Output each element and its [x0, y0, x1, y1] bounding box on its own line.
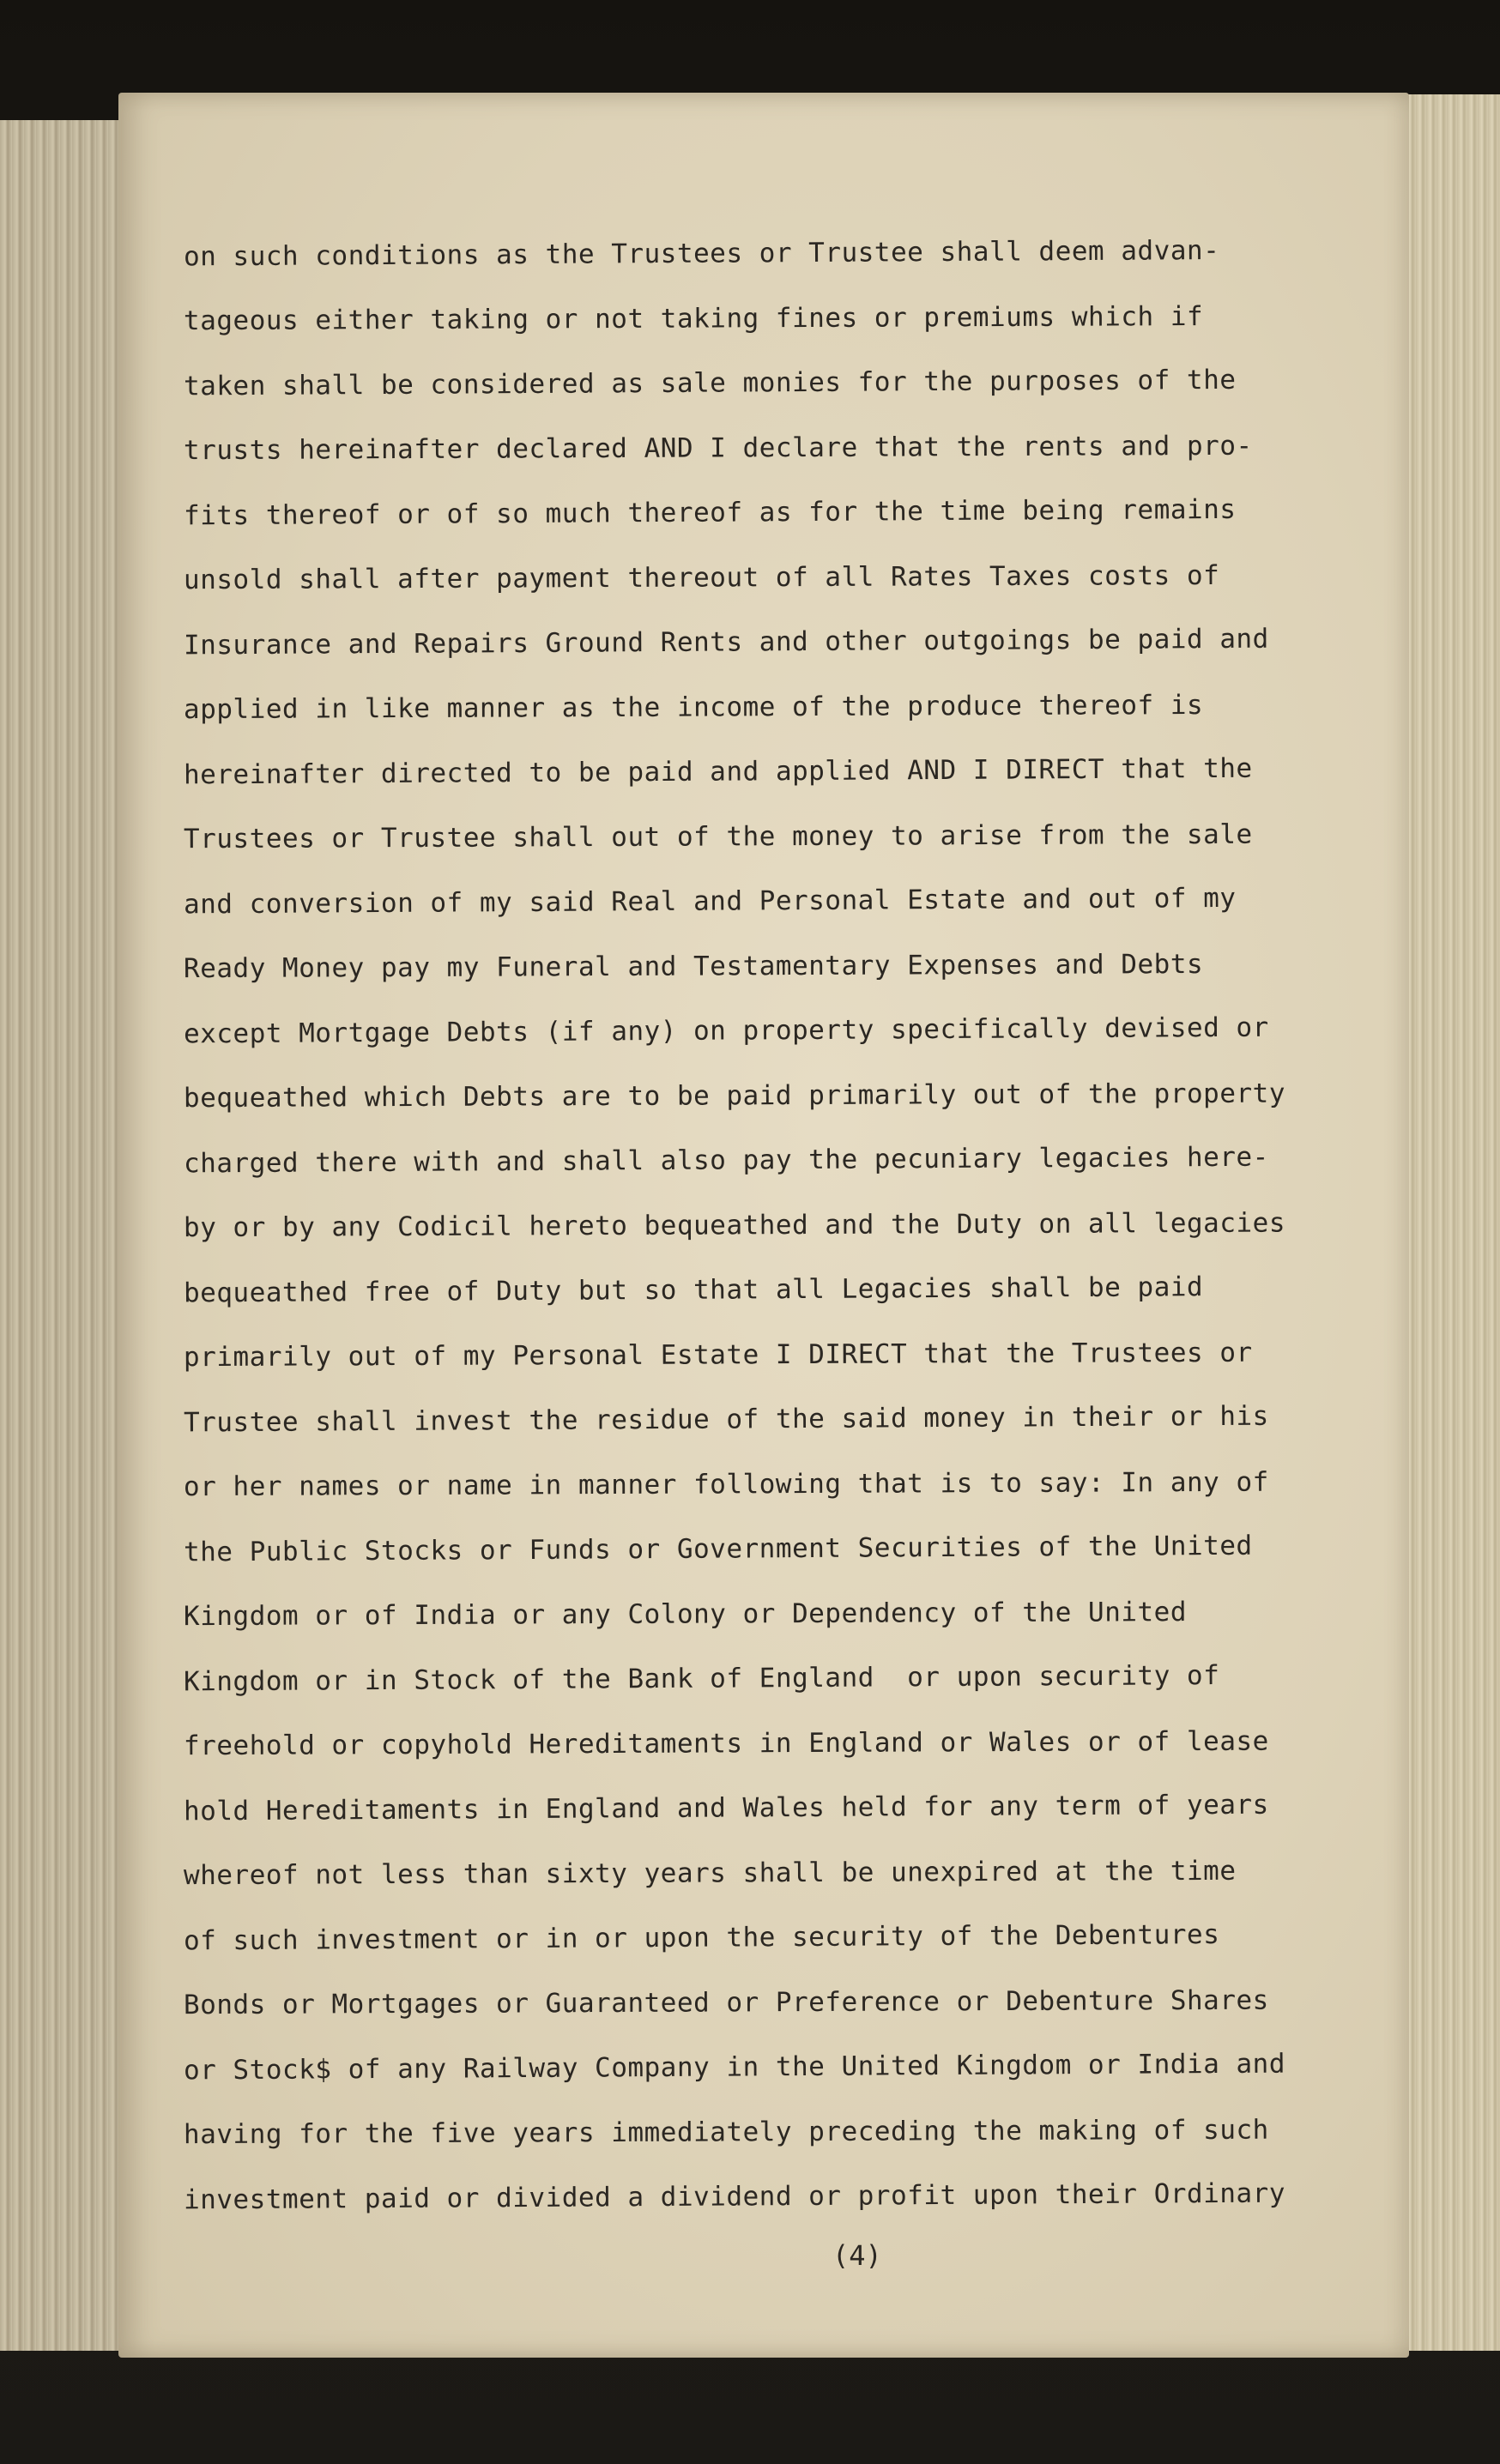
left-page-stack: [0, 120, 131, 2351]
text-line: except Mortgage Debts (if any) on property specifically devised or: [183, 1012, 1269, 1050]
text-line: Trustees or Trustee shall out of the money to arise from the sale: [183, 818, 1253, 855]
text-line: hereinafter directed to be paid and applied AND I DIRECT that the: [183, 752, 1253, 791]
text-line: and conversion of my said Real and Personal Estate and out of my: [183, 882, 1237, 921]
page-body-text: [184, 221, 1428, 2230]
text-line: or Stock$ of any Railway Company in the United Kingdom or India and: [183, 2048, 1286, 2087]
text-line: bequeathed free of Duty but so that all Legacies shall be paid: [183, 1271, 1204, 1309]
text-line: Trustee shall invest the residue of the said money in their or his: [183, 1400, 1269, 1439]
text-line: trusts hereinafter declared AND I declare that the rents and pro-: [183, 430, 1253, 466]
text-line: investment paid or divided a dividend or profit upon their Ordinary: [183, 2177, 1286, 2216]
text-line: whereof not less than sixty years shall be unexpired at the time: [183, 1855, 1237, 1891]
text-line: or her names or name in manner following that is to say: In any of: [183, 1466, 1269, 1502]
text-line: charged there with and shall also pay the pecuniary legacies here-: [183, 1141, 1269, 1180]
text-line: primarily out of my Personal Estate I DIRECT that the Trustees or: [183, 1337, 1253, 1373]
text-line: by or by any Codicil hereto bequeathed and the Duty on all legacies: [183, 1207, 1286, 1243]
text-line: Kingdom or in Stock of the Bank of England or upon security of: [183, 1660, 1220, 1698]
text-line: Ready Money pay my Funeral and Testamentary Expenses and Debts: [183, 948, 1204, 984]
text-line: unsold shall after payment thereout of all Rates Taxes costs of: [183, 559, 1220, 595]
text-line: applied in like manner as the income of the produce thereof is: [183, 689, 1204, 725]
text-line: having for the five years immediately preceding the making of such: [183, 2114, 1269, 2150]
text-line: of such investment or in or upon the security of the Debentures: [183, 1919, 1220, 1957]
page-number: (4): [832, 2239, 882, 2272]
text-line: freehold or copyhold Hereditaments in England or Wales or of lease: [183, 1725, 1269, 1761]
text-line: Kingdom or of India or any Colony or Dependency of the United: [183, 1596, 1188, 1632]
text-line: Bonds or Mortgages or Guaranteed or Preference or Debenture Shares: [183, 1984, 1269, 2020]
text-line: taken shall be considered as sale monies for the purposes of the: [183, 364, 1237, 402]
text-line: on such conditions as the Trustees or Trustee shall deem advan-: [183, 235, 1220, 273]
text-line: Insurance and Repairs Ground Rents and other outgoings be paid and: [183, 623, 1269, 661]
text-line: fits thereof or of so much thereof as for the time being remains: [183, 493, 1237, 532]
text-line: bequeathed which Debts are to be paid primarily out of the property: [183, 1078, 1286, 1114]
text-line: the Public Stocks or Funds or Government Securities of the United: [183, 1530, 1253, 1568]
text-line: tageous either taking or not taking fines or premiums which if: [183, 300, 1204, 336]
text-line: hold Hereditaments in England and Wales held for any term of years: [183, 1789, 1269, 1827]
